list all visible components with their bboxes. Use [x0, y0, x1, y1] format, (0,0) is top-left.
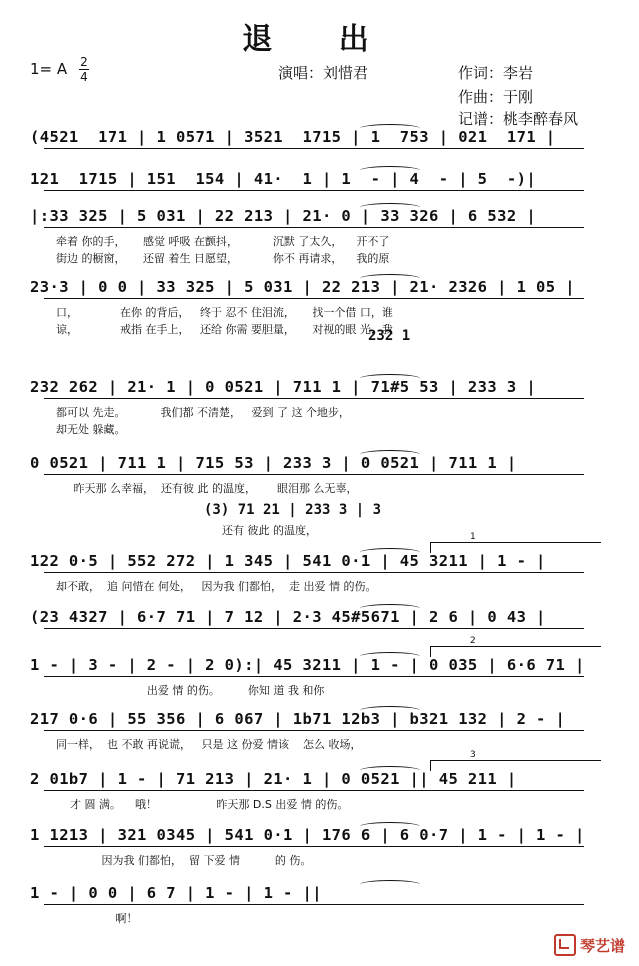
transcriber-credit: 记谱：桃李醉春风 [458, 110, 579, 128]
beam-underline [44, 398, 584, 399]
lyricist-credit: 作词：李岩 [458, 64, 534, 82]
beam-underline [44, 190, 584, 191]
slur-mark [360, 652, 420, 661]
lyric-line [0, 404, 639, 420]
volta-number: 1 [470, 532, 476, 542]
volta-bracket [430, 542, 601, 553]
notation-text: 1 - | 0 0 | 6 7 | 1 - | 1 - || [30, 884, 322, 902]
lyric-line [0, 852, 639, 868]
slur-mark [360, 822, 420, 831]
beam-underline [44, 730, 584, 731]
notation-text: 0 0521 | 711 1 | 715 53 | 233 3 | 0 0521 | 711 1 | [30, 454, 517, 472]
lyric-text: 才 圆 满。 哦！ 昨天那 D.S 出爱 情 的伤。 [56, 798, 349, 811]
notation-text: 232 262 | 21· 1 | 0 0521 | 711 1 | 71#5 53 | 233 3 | [30, 378, 537, 396]
volta-number: 3 [470, 750, 476, 760]
lyric-text: 却不敢， 追 问惜在 何处， 因为我 们都怕， 走 出爱 情 的伤。 [56, 580, 377, 593]
slur-mark [360, 880, 420, 889]
volta-number: 2 [470, 636, 476, 646]
beam-underline [44, 676, 584, 677]
ossia-lyric: 还有 彼此 的温度， [222, 524, 317, 537]
lyric-text: 谅， 戒指 在手上， 还给 你需 要胆量， 对视的眼 光，我 [56, 323, 393, 336]
lyric-line [0, 736, 639, 752]
time-signature [78, 56, 90, 83]
lyric-text: 却无处 躲藏。 [56, 423, 126, 436]
ossia-notation: (3) 71 21 | 233 3 | 3 [204, 502, 382, 518]
lyric-line [0, 682, 639, 698]
singer-credit: 演唱：刘惜君 [278, 64, 369, 82]
lyric-text: 口， 在你 的背后， 终于 忍不 住泪流， 找一个借 口，谁 [56, 306, 393, 319]
volta-bracket [430, 760, 601, 771]
slur-mark [360, 706, 420, 715]
notation-text: 23·3 | 0 0 | 33 325 | 5 031 | 22 213 | 21· 2326 | 1 05 | [30, 278, 575, 296]
beam-underline [44, 572, 584, 573]
lyric-text: 牵着 你的手， 感觉 呼吸 在颤抖， 沉默 了太久， 开不了 [56, 235, 390, 248]
beam-underline [44, 628, 584, 629]
slur-mark [360, 450, 420, 459]
lyric-line [0, 910, 639, 926]
notation-text: (4521 171 | 1 0571 | 3521 1715 | 1 753 | 021 171 | [30, 128, 556, 146]
lyric-text: 昨天那 么幸福， 还有彼 此 的温度， 眼泪那 么无辜， [56, 482, 358, 495]
beam-underline [44, 474, 584, 475]
lyric-line [0, 480, 639, 496]
composer-credit: 作曲：于刚 [458, 88, 534, 106]
lyric-line [0, 304, 639, 320]
notation-text: 1 1213 | 321 0345 | 541 0·1 | 176 6 | 6 0·7 | 1 - | 1 - | [30, 826, 585, 844]
brand-logo [554, 934, 625, 956]
beam-underline [44, 790, 584, 791]
notation-text: 217 0·6 | 55 356 | 6 067 | 1b71 12b3 | b321 132 | 2 - | [30, 710, 566, 728]
lyric-line [0, 321, 639, 337]
key-signature: 1= A [30, 60, 68, 78]
beam-underline [44, 148, 584, 149]
notation-text: 121 1715 | 151 154 | 41· 1 | 1 - | 4 - | 5 -)| [30, 170, 537, 188]
time-signature-bottom: 4 [80, 70, 88, 84]
notation-text: 122 0·5 | 552 272 | 1 345 | 541 0·1 | 45 3211 | 1 - | [30, 552, 546, 570]
time-signature-top: 2 [80, 55, 88, 69]
lyric-line [0, 796, 639, 812]
slur-mark [360, 274, 420, 283]
notation-text: 2 01b7 | 1 - | 71 213 | 21· 1 | 0 0521 || 45 211 | [30, 770, 517, 788]
slur-mark [360, 604, 420, 613]
slur-mark [360, 203, 420, 212]
lyric-text: 同一样， 也 不敢 再说谎， 只是 这 份爱 情该 怎么 收场， [56, 738, 362, 751]
lyric-line [0, 578, 639, 594]
slur-mark [360, 766, 420, 775]
brand-logo-mark [554, 934, 576, 956]
slur-mark [360, 548, 420, 557]
notation-text: 1 - | 3 - | 2 - | 2 0):| 45 3211 | 1 - | 0 035 | 6·6 71 | [30, 656, 585, 674]
beam-underline [44, 298, 584, 299]
brand-name: 琴艺谱 [579, 936, 625, 955]
notation-text: (23 4327 | 6·7 71 | 7 12 | 2·3 45#5671 | 2 6 | 0 43 | [30, 608, 546, 626]
lyric-text: 啊！ [56, 912, 138, 925]
lyric-text: 都可以 先走。 我们都 不清楚， 爱到 了 这 个地步， [56, 406, 350, 419]
beam-underline [44, 227, 584, 228]
beam-underline [44, 904, 584, 905]
page-title: 退 出 [242, 22, 397, 57]
volta-bracket [430, 646, 601, 657]
lyric-line [0, 233, 639, 249]
notation-text: |:33 325 | 5 031 | 22 213 | 21· 0 | 33 326 | 6 532 | [30, 207, 537, 225]
lyric-line [0, 421, 639, 437]
slur-mark [360, 124, 420, 133]
beam-underline [44, 846, 584, 847]
ossia-notation: 232 1 [368, 328, 411, 344]
slur-mark [360, 374, 420, 383]
lyric-text: 街边 的橱窗， 还留 着生 日愿望， 你不 再请求， 我的原 [56, 252, 390, 265]
lyric-text: 因为我 们都怕， 留 下爱 情 的 伤。 [56, 854, 312, 867]
slur-mark [360, 166, 420, 175]
lyric-text: 出爱 情 的伤。 你知 道 我 和你 [56, 684, 325, 697]
lyric-line [0, 250, 639, 266]
